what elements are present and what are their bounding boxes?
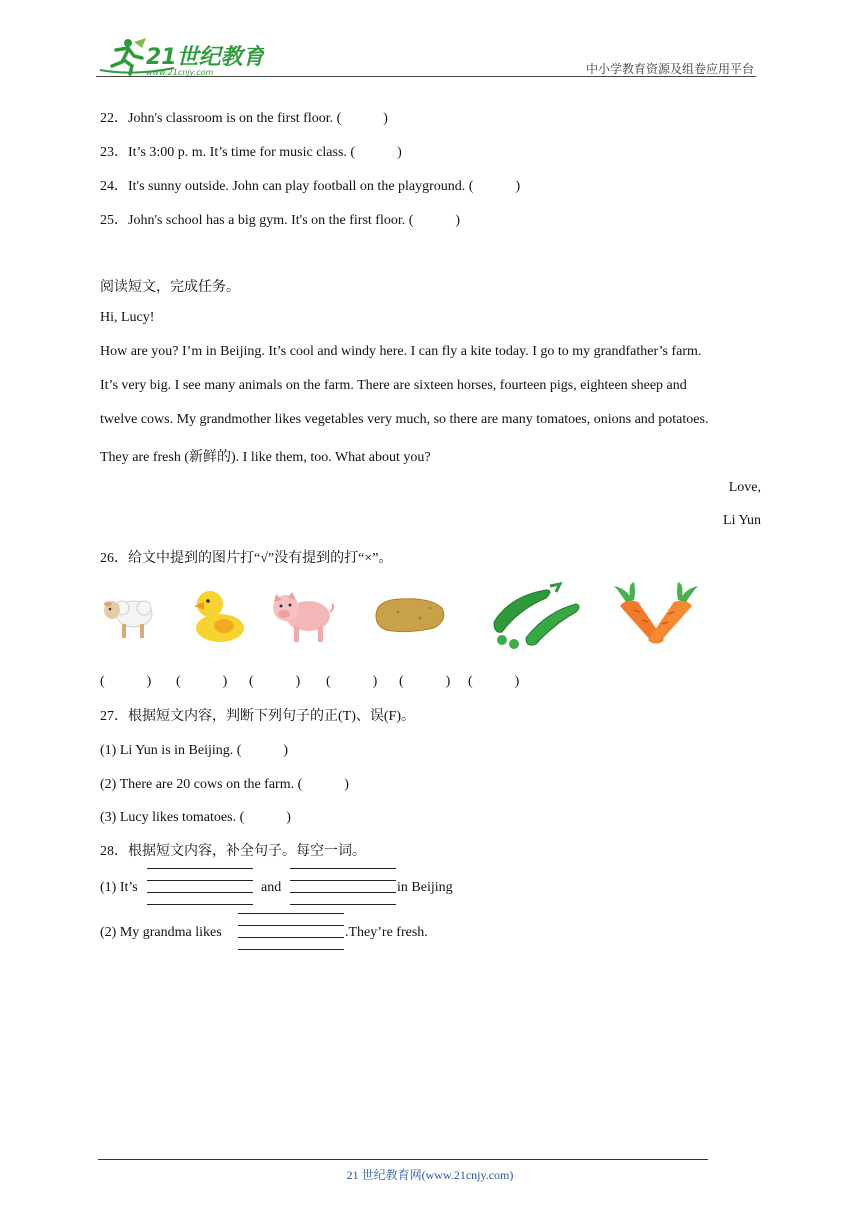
answer-paren[interactable]: ( ) [249,674,301,689]
blank-line [238,913,344,914]
footer-text: 21 世纪教育网(www.21cnjy.com) [346,1168,514,1182]
header-divider [96,76,756,77]
blank-line [238,937,344,938]
sheep-icon [100,588,156,644]
paragraph-line: It’s very big. I see many animals on the farm. There are sixteen horses, fourteen pigs, eighteen sheep and [100,378,687,393]
svg-text:www.21cnjy.com: www.21cnjy.com [146,68,214,77]
tf-item: (2) There are 20 cows on the farm. ( ) [100,777,349,792]
answer-paren-row [100,670,540,690]
fill-sentence-1-suffix: in Beijing [397,880,453,895]
svg-text:21世纪教育: 21世纪教育 [146,45,264,70]
blank-line [290,892,396,893]
pig-icon [268,586,336,646]
answer-paren[interactable]: ( ) [176,674,228,689]
letter-signature: Li Yun [723,513,761,528]
footer-divider [98,1159,708,1160]
question-26-title: 26．给文中提到的图片打“√”没有提到的打“×”。 [100,551,393,566]
question-25: 25．John's school has a big gym. It's on the first floor. ( ) [100,213,461,228]
platform-title: 中小学教育资源及组卷应用平台 [585,62,754,76]
blank-line [290,868,396,869]
letter-closing: Love, [728,480,761,495]
paragraph-line: They are fresh (新鲜的). I like them, too. What about you? [100,450,431,465]
duck-icon [186,584,248,646]
question-23: 23．It’s 3:00 p. m. It’s time for music class. ( ) [100,145,402,160]
blank-line [238,925,344,926]
blank-line [147,880,253,881]
question-24: 24．It's sunny outside. John can play football on the playground. ( ) [100,179,521,194]
blank-line [290,904,396,905]
fill-sentence-1-prefix: (1) It’s [100,880,138,895]
answer-paren[interactable]: ( ) [326,674,378,689]
blank-line [238,949,344,950]
site-logo [94,36,264,78]
question-27-title: 27．根据短文内容，判断下列句子的正(T)、误(F)。 [100,709,415,724]
question-28-title: 28．根据短文内容，补全句子。每空一词。 [100,844,366,859]
paragraph-line: How are you? I’m in Beijing. It’s cool and windy here. I can fly a kite today. I go to my grandfather’s farm. [100,344,702,359]
potato-icon [370,594,448,636]
blank-line [147,904,253,905]
tf-item: (3) Lucy likes tomatoes. ( ) [100,810,291,825]
paragraph-line: twelve cows. My grandmother likes vegetables very much, so there are many tomatoes, onions and potatoes. [100,412,709,427]
fill-sentence-2-suffix: .They’re fresh. [345,925,428,940]
peas-icon [490,582,584,650]
answer-paren[interactable]: ( ) [399,674,451,689]
answer-paren[interactable]: ( ) [468,674,520,689]
blank-line [147,868,253,869]
fill-sentence-2-prefix: (2) My grandma likes [100,925,222,940]
blank-line [290,880,396,881]
fill-sentence-1-and: and [261,880,282,895]
reading-instruction: 阅读短文，完成任务。 [100,280,240,295]
blank-line [147,892,253,893]
question-22: 22．John's classroom is on the first floor. ( ) [100,111,388,126]
carrot-icon [612,580,700,650]
answer-paren[interactable]: ( ) [100,674,152,689]
tf-item: (1) Li Yun is in Beijing. ( ) [100,743,289,758]
letter-greeting: Hi, Lucy! [100,310,155,325]
